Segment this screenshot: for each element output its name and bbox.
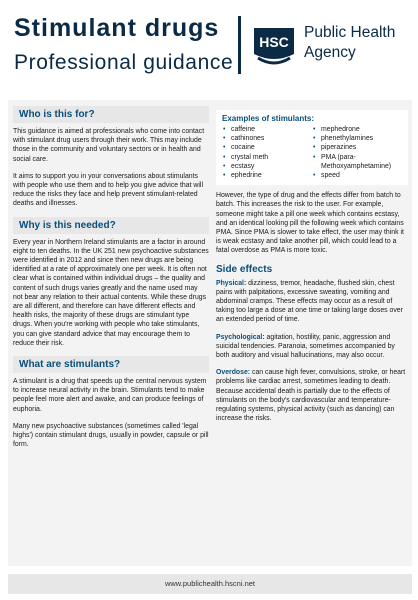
who-paragraph-2: It aims to support you in your conversations about stimulants with people who use them and to help you give advice that will reduce the risks they face and help prevent stimulant-related deaths and illnesses.: [13, 172, 203, 208]
physical-paragraph: [216, 279, 408, 325]
logo-line-2: Agency: [304, 44, 356, 61]
logo-wordmark: [304, 23, 395, 63]
what-paragraph-1: A stimulant is a drug that speeds up the central nervous system to increase neural activity in the brain. Stimulants tend to make people feel more alert and awake, and can produce feelings of euphoria.: [13, 378, 207, 413]
logo-divider: [238, 16, 241, 74]
document-title: Stimulant drugs: [14, 14, 220, 42]
list-item: • ephedrine: [222, 171, 312, 180]
section-heading-what: What are stimulants?: [13, 356, 209, 373]
hsc-logo-icon: [250, 26, 298, 66]
list-item: • phenethylamines: [312, 134, 402, 143]
left-column: [13, 106, 209, 457]
who-paragraph-1: This guidance is aimed at professionals who come into contact with stimulant drug users through their work. This may include those in the community and voluntary sectors or in health and social care.: [13, 128, 205, 163]
examples-title: Examples of stimulants:: [222, 114, 315, 123]
examples-list: [222, 125, 402, 180]
physical-text: dizziness, tremor, headache, flushed skin, chest pains with palpitations, excessive sweating, vomiting and abdominal cramps. These effects may occur as a result of taking too large a dose at one time or taking large doses over an extended period of time.: [216, 279, 403, 324]
examples-box: [216, 110, 408, 185]
list-item: • piperazines: [312, 143, 402, 152]
list-item: • mephedrone: [312, 125, 402, 134]
footer-url-link[interactable]: www.publichealth.hscni.net: [164, 579, 256, 588]
right-column: [216, 110, 408, 431]
list-item: • cocaine: [222, 143, 312, 152]
header: [0, 0, 418, 92]
overdose-paragraph: [216, 368, 408, 423]
logo-abbrev: HSC: [259, 34, 289, 50]
psychological-text: agitation, hostility, panic, aggression and suicidal tendencies. Paranoia, sometimes accompanied by both auditory and visual hallucinations, may also occur.: [216, 333, 395, 360]
hsc-logo: [238, 16, 413, 76]
list-item: • PMA (para-Methoxyamphetamine): [312, 153, 402, 171]
batch-paragraph: However, the type of drug and the effects differ from batch to batch. This increases the risk to the user. For example, someone might take a pill one week which contains ecstasy, and an identical looking pill the following week which contains PMA. Since PMA is slower to take effect, the user may think it is weak ecstasy and take another pill, which could lead to a fatal overdose as PMA is more toxic.: [216, 192, 404, 255]
list-item: • cathinones: [222, 134, 312, 143]
list-item: • crystal meth: [222, 153, 312, 162]
list-item: • speed: [312, 171, 402, 180]
physical-label: Physical:: [216, 279, 247, 287]
what-paragraph-2: Many new psychoactive substances (sometimes called 'legal highs') contain stimulant drugs, usually in powder, capsule or pill form.: [13, 422, 209, 449]
examples-column-2: [312, 125, 402, 180]
list-item: • ecstasy: [222, 162, 312, 171]
section-heading-side-effects: Side effects: [216, 263, 273, 275]
overdose-label: Overdose:: [216, 369, 251, 377]
examples-column-1: [222, 125, 312, 180]
psychological-label: Psychological:: [216, 333, 265, 341]
section-heading-who: Who is this for?: [13, 106, 209, 123]
content-area: [8, 100, 412, 566]
list-item: • caffeine: [222, 125, 312, 134]
logo-line-1: Public Health: [304, 24, 396, 41]
why-paragraph: Every year in Northern Ireland stimulants are a factor in around eight to ten deaths. In the UK 251 new psychoactive substances were identified in 2012 and since then new drugs are being identified at a rate of approximately one per week. It is often not clear what is contained within individual drugs – the quality and content of such drugs varies greatly and the name used may not bear any relation to their actual contents. While these drugs are all different, and therefore can have different effects and health risks, the majority of these drugs are stimulant type drugs. When you're working with people who take stimulants, you can give standard advice that may encourage them to reduce their risk.: [13, 238, 209, 347]
psychological-paragraph: [216, 333, 408, 361]
footer: [8, 574, 412, 594]
document-subtitle: Professional guidance: [14, 51, 234, 74]
overdose-text: can cause high fever, convulsions, stroke, or heart problems like cardiac arrest, sometimes leading to death. Because accidental death is partially due to the effects of stimulants on the body's cardiovascular and temperature-regulating systems, physical activity (such as dancing) can increase the risks.: [216, 369, 406, 423]
section-heading-why: Why is this needed?: [13, 217, 209, 234]
